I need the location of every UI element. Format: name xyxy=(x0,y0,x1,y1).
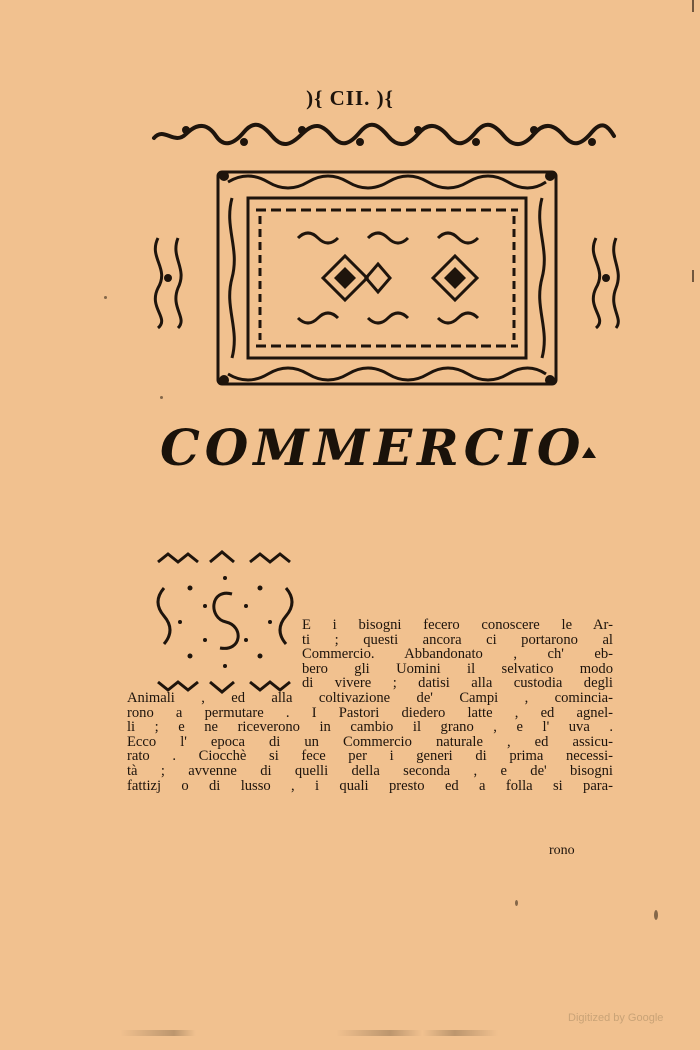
ink-speck xyxy=(160,396,163,399)
text-line: rato . Ciocchè si fece per i generi di prima necessi- xyxy=(127,748,613,765)
ornamental-vignette xyxy=(148,168,626,390)
page-number-header: ){ CII. ){ xyxy=(306,86,394,110)
ornamental-rule xyxy=(150,118,618,152)
text-line: fattizj o di lusso , i quali presto ed a folla si para- xyxy=(127,777,613,794)
body-text-block xyxy=(127,618,613,793)
ink-speck xyxy=(104,296,107,299)
text-line: tà ; avvenne di quelli della seconda , e de' bisogni xyxy=(127,762,613,779)
digitization-watermark: Digitized by Google xyxy=(568,1012,664,1024)
text-line: E i bisogni fecero conoscere le Ar- xyxy=(302,617,613,633)
ink-speck xyxy=(515,900,518,906)
text-line: bero gli Uomini il selvatico modo xyxy=(302,660,613,677)
title-ornament-mark xyxy=(582,447,596,458)
ink-speck xyxy=(654,910,658,920)
text-line: li ; e ne riceverono in cambio il grano , e l' uva . xyxy=(127,719,613,736)
text-line: di vivere ; datisi alla custodia degli xyxy=(302,675,613,692)
text-line: Commercio. Abbandonato , ch' eb- xyxy=(302,646,613,663)
page-bottom-edge xyxy=(120,1030,660,1036)
text-line: rono a permutare . I Pastori diedero latte , ed agnel- xyxy=(127,704,613,721)
chapter-title: COMMERCIO xyxy=(160,418,586,477)
text-line: ti ; questi ancora ci portarono al xyxy=(302,631,613,648)
text-line: Animali , ed alla coltivazione de' Campi , comincia- xyxy=(127,689,613,706)
text-line: Ecco l' epoca di un Commercio naturale , ed assicu- xyxy=(127,733,613,750)
catchword: rono xyxy=(549,843,575,858)
